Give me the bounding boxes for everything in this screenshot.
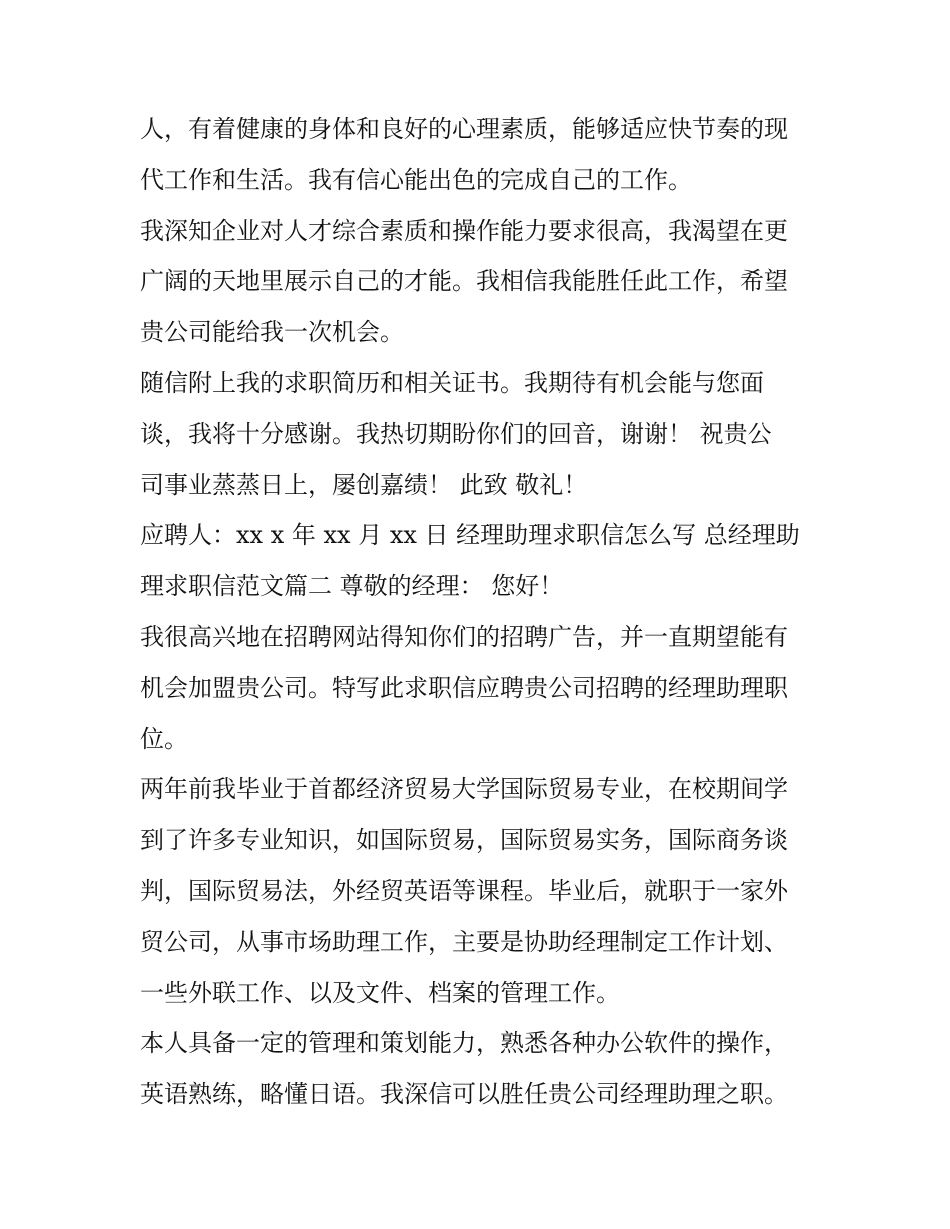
- letter-body: [140, 104, 820, 1120]
- text-line: 到了许多专业知识，如国际贸易，国际贸易实务，国际商务谈: [140, 826, 788, 855]
- text-line: 两年前我毕业于首都经济贸易大学国际贸易专业，在校期间学: [140, 775, 788, 804]
- paragraph-intro-application: [140, 612, 820, 764]
- text-line: 我很高兴地在招聘网站得知你们的招聘广告，并一直期望能有: [140, 622, 788, 651]
- text-line: 谈，我将十分感谢。我热切期盼你们的回音，谢谢！ 祝贵公: [140, 419, 772, 448]
- text-line: 广阔的天地里展示自己的才能。我相信我能胜任此工作，希望: [140, 267, 788, 296]
- text-line: 判，国际贸易法，外经贸英语等课程。毕业后，就职于一家外: [140, 876, 788, 905]
- text-line: 英语熟练，略懂日语。我深信可以胜任贵公司经理助理之职。: [140, 1080, 788, 1109]
- text-line: 随信附上我的求职简历和相关证书。我期待有机会能与您面: [140, 368, 764, 397]
- paragraph-closing-thanks: [140, 358, 820, 510]
- paragraph-skills: [140, 1018, 820, 1120]
- text-line: 我深知企业对人才综合素质和操作能力要求很高，我渴望在更: [140, 216, 788, 245]
- text-line: 司事业蒸蒸日上，屡创嘉绩！ 此致 敬礼！: [140, 470, 588, 499]
- text-line: 理求职信范文篇二 尊敬的经理： 您好！: [140, 572, 564, 601]
- text-line: 代工作和生活。我有信心能出色的完成自己的工作。: [140, 165, 692, 194]
- paragraph-signature-and-heading: [140, 510, 820, 612]
- text-line: 应聘人：xx x 年 xx 月 xx 日 经理助理求职信怎么写 总经理助: [140, 521, 800, 550]
- text-line: 位。: [140, 724, 188, 753]
- text-line: 本人具备一定的管理和策划能力，熟悉各种办公软件的操作，: [140, 1029, 788, 1058]
- text-line: 贵公司能给我一次机会。: [140, 318, 404, 347]
- text-line: 机会加盟贵公司。特写此求职信应聘贵公司招聘的经理助理职: [140, 673, 788, 702]
- text-line: 一些外联工作、以及文件、档案的管理工作。: [140, 978, 620, 1007]
- paragraph-health-qualities: [140, 104, 820, 206]
- paragraph-education-experience: [140, 764, 820, 1018]
- text-line: 贸公司，从事市场助理工作，主要是协助经理制定工作计划、: [140, 927, 788, 956]
- paragraph-ability-wish: [140, 206, 820, 358]
- text-line: 人，有着健康的身体和良好的心理素质，能够适应快节奏的现: [140, 115, 788, 143]
